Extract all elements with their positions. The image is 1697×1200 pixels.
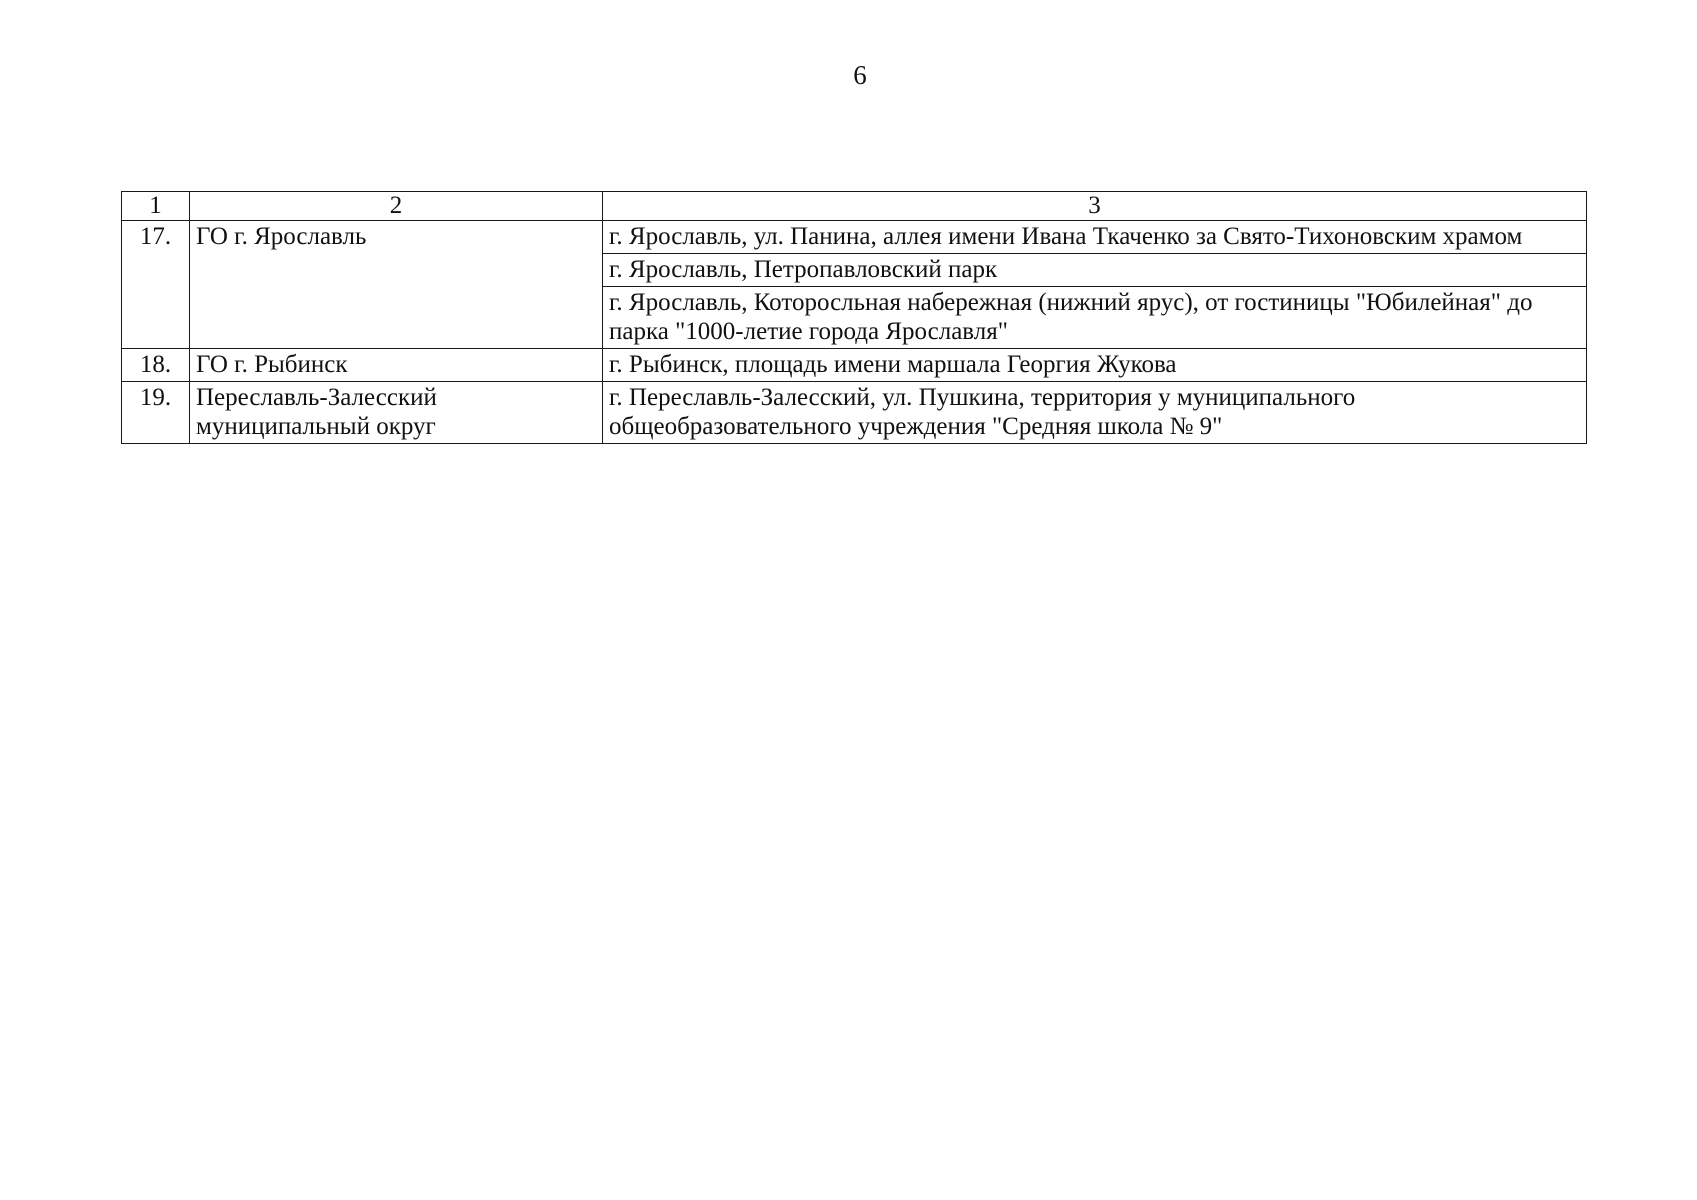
municipality-cell: Переславль-Залесский муниципальный округ <box>190 382 603 444</box>
location-cell: г. Ярославль, ул. Панина, аллея имени Ивана Ткаченко за Свято-Тихоновским храмом <box>603 221 1587 254</box>
location-cell: г. Переславль-Залесский, ул. Пушкина, территория у муниципального общеобразовательного учреждения "Средняя школа № 9" <box>603 382 1587 444</box>
header-row <box>122 192 1587 221</box>
location-cell: г. Ярославль, Которосльная набережная (нижний ярус), от гостиницы "Юбилейная" до парка "1000-летие города Ярославля" <box>603 287 1587 349</box>
column-header-municipality: 2 <box>190 192 603 221</box>
municipality-cell: ГО г. Ярославль <box>190 221 603 349</box>
row-number-cell: 19. <box>122 382 190 444</box>
row-number-cell: 17. <box>122 221 190 349</box>
table-row <box>122 382 1587 444</box>
locations-table <box>121 191 1587 444</box>
municipality-cell: ГО г. Рыбинск <box>190 349 603 382</box>
location-cell: г. Рыбинск, площадь имени маршала Георгия Жукова <box>603 349 1587 382</box>
page-number: 6 <box>853 60 867 90</box>
row-number-cell: 18. <box>122 349 190 382</box>
table-row <box>122 349 1587 382</box>
column-header-number: 1 <box>122 192 190 221</box>
column-header-location: 3 <box>603 192 1587 221</box>
table-row <box>122 221 1587 254</box>
location-cell: г. Ярославль, Петропавловский парк <box>603 254 1587 287</box>
